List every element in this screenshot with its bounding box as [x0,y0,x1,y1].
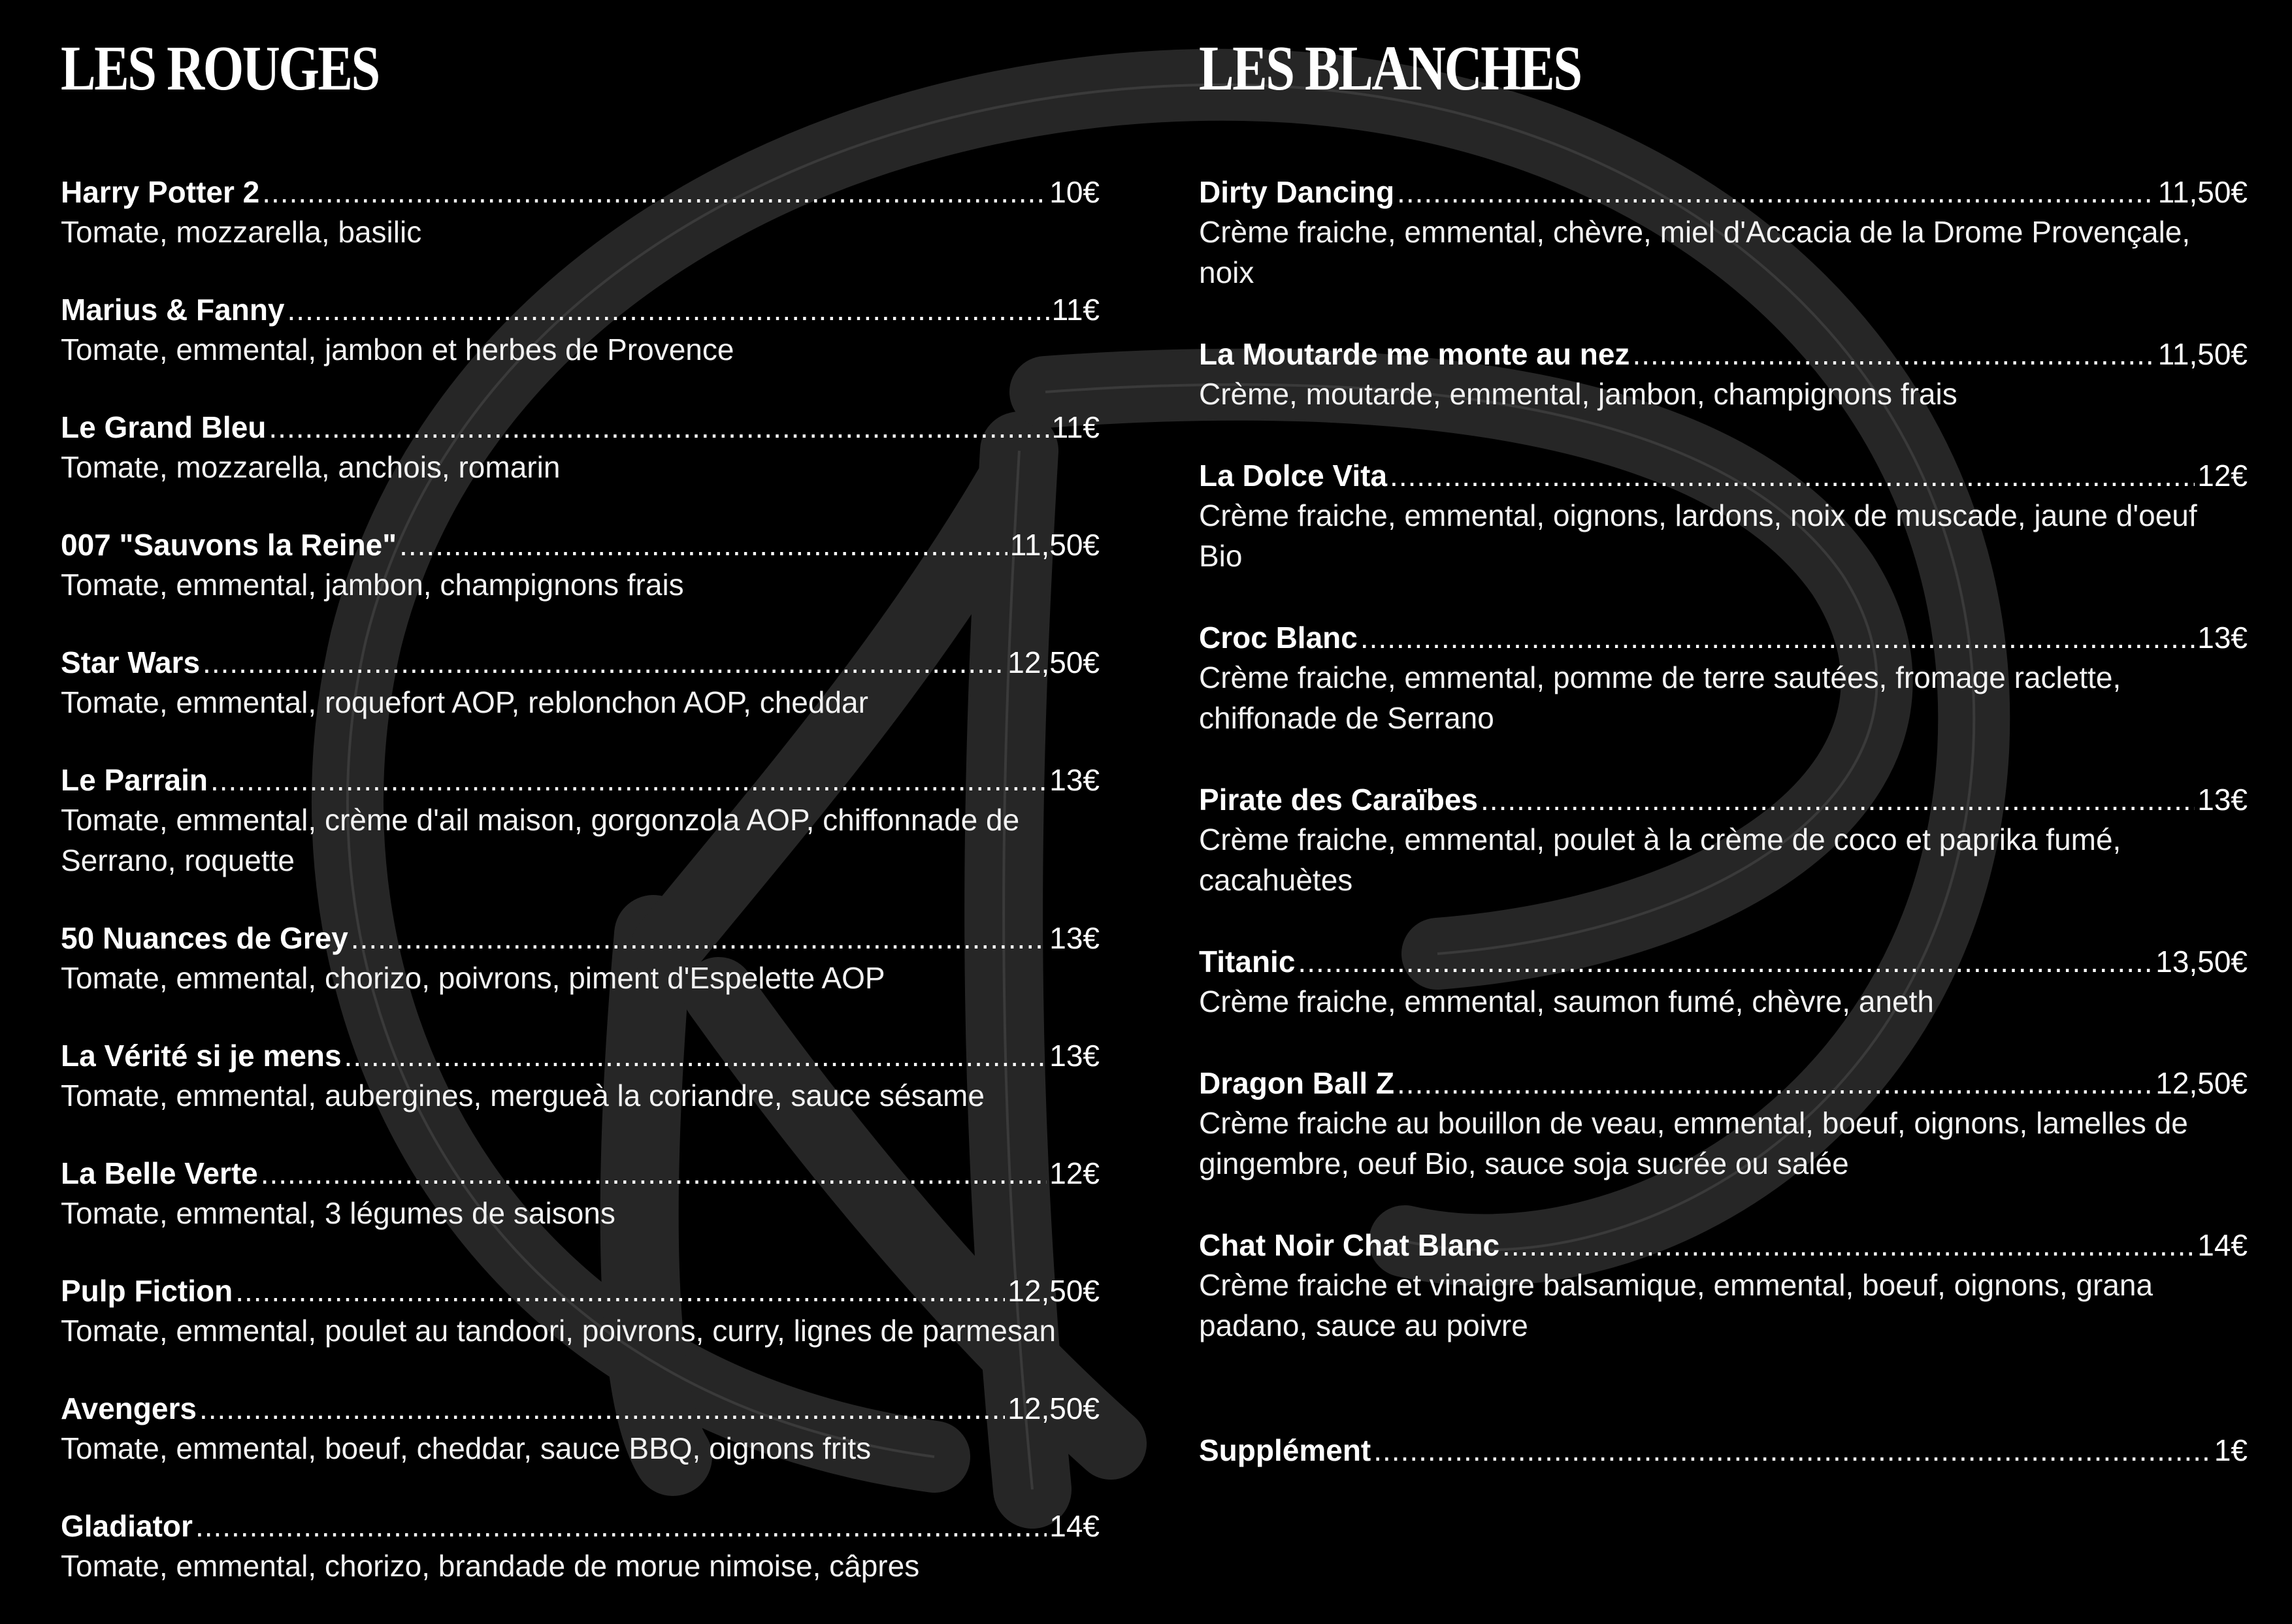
dot-leader [203,643,1005,682]
dot-leader [1502,1226,2195,1265]
dot-leader [262,172,1047,212]
menu-item [61,1271,1100,1351]
pizza-price: 12,50€ [1007,1274,1100,1308]
pizza-name: Le Parrain [61,763,208,797]
dot-leader [351,918,1047,958]
dot-leader [287,290,1049,329]
menu-item [1199,456,2248,576]
pizza-ingredients: Tomate, emmental, chorizo, brandade de morue nimoise, câpres [61,1549,920,1583]
rouges-title: LES ROUGES [61,33,379,104]
pizza-price: 11,50€ [1009,528,1100,562]
pizza-price: 10€ [1049,175,1100,209]
blanches-title: LES BLANCHES [1199,33,1581,104]
menu-item [61,172,1100,252]
dot-leader [199,1389,1005,1428]
supplement-price: 1€ [2214,1433,2248,1467]
pizza-price: 12,50€ [1007,1391,1100,1425]
pizza-name: La Vérité si je mens [61,1039,342,1073]
dot-leader [1397,1064,2153,1103]
dot-leader [344,1036,1047,1075]
menu-item [1199,334,2248,414]
pizza-name: Dragon Ball Z [1199,1066,1395,1100]
pizza-name: Chat Noir Chat Blanc [1199,1228,1500,1262]
pizza-price: 11€ [1051,293,1100,327]
menu-item [1199,942,2248,1022]
pizza-name: Titanic [1199,945,1296,979]
menu-item [61,1506,1100,1586]
pizza-price: 11,50€ [2157,337,2248,371]
pizza-name: La Belle Verte [61,1156,258,1190]
menu-item [1199,172,2248,293]
pizza-ingredients: Crème, moutarde, emmental, jambon, champignons frais [1199,377,1957,411]
pizza-price: 13€ [1049,1039,1100,1073]
pizza-name: Dirty Dancing [1199,175,1395,209]
pizza-price: 12,50€ [2155,1066,2248,1100]
pizza-name: Pulp Fiction [61,1274,233,1308]
menu-item [1199,780,2248,900]
pizza-name: Marius & Fanny [61,293,285,327]
menu-item [61,1154,1100,1233]
pizza-name: 007 "Sauvons la Reine" [61,528,397,562]
pizza-name: 50 Nuances de Grey [61,921,348,955]
pizza-ingredients: Tomate, mozzarella, anchois, romarin [61,450,561,484]
pizza-name: Pirate des Caraïbes [1199,783,1479,817]
dot-leader [1397,172,2155,212]
pizza-ingredients: Tomate, emmental, 3 légumes de saisons [61,1196,615,1230]
menu-item [61,408,1100,487]
pizza-ingredients: Crème fraiche, emmental, saumon fumé, chèvre, aneth [1199,984,1934,1018]
menu-item [61,918,1100,998]
pizza-price: 12€ [2197,459,2248,493]
blanches-list [1199,172,2248,1346]
dot-leader [235,1271,1005,1310]
menu-item [61,760,1100,881]
dot-leader [261,1154,1047,1193]
dot-leader [210,760,1047,800]
pizza-price: 14€ [2197,1228,2248,1262]
pizza-ingredients: Crème fraiche au bouillon de veau, emmental, boeuf, oignons, lamelles de gingembre, oeuf Bio, sauce soja sucrée ou salée [1199,1106,2188,1180]
pizza-name: Avengers [61,1391,197,1425]
dot-leader [269,408,1049,447]
pizza-name: Gladiator [61,1509,193,1543]
dot-leader [1298,942,2153,981]
menu-item [61,290,1100,370]
pizza-price: 12€ [1049,1156,1100,1190]
pizza-price: 11,50€ [2157,175,2248,209]
pizza-ingredients: Tomate, emmental, boeuf, cheddar, sauce BBQ, oignons frits [61,1431,872,1465]
menu-item [61,643,1100,723]
pizza-ingredients: Crème fraiche, emmental, chèvre, miel d'Accacia de la Drome Provençale, noix [1199,215,2191,289]
pizza-ingredients: Tomate, emmental, chorizo, poivrons, piment d'Espelette AOP [61,961,885,995]
pizza-name: Croc Blanc [1199,621,1358,655]
dot-leader [1632,334,2155,374]
pizza-name: La Dolce Vita [1199,459,1388,493]
pizza-price: 13€ [1049,763,1100,797]
pizza-ingredients: Tomate, emmental, crème d'ail maison, gorgonzola AOP, chiffonnade de Serrano, roquette [61,803,1020,877]
menu-item [61,1036,1100,1116]
pizza-name: Le Grand Bleu [61,410,267,444]
pizza-ingredients: Crème fraiche et vinaigre balsamique, emmental, boeuf, oignons, grana padano, sauce au poivre [1199,1268,2153,1342]
pizza-price: 12,50€ [1007,645,1100,679]
pizza-ingredients: Tomate, emmental, jambon, champignons frais [61,568,684,602]
dot-leader [1390,456,2195,495]
menu-item [1199,1226,2248,1346]
pizza-name: La Moutarde me monte au nez [1199,337,1630,371]
dot-leader [195,1506,1047,1546]
supplement-name: Supplément [1199,1433,1371,1467]
dot-leader [1481,780,2195,819]
supplement-item [1199,1431,2248,1470]
pizza-name: Star Wars [61,645,201,679]
pizza-name: Harry Potter 2 [61,175,260,209]
pizza-price: 13,50€ [2155,945,2248,979]
pizza-ingredients: Tomate, emmental, jambon et herbes de Provence [61,333,734,366]
dot-leader [1373,1431,2212,1470]
pizza-ingredients: Crème fraiche, emmental, pomme de terre sautées, fromage raclette, chiffonade de Serrano [1199,660,2121,735]
pizza-ingredients: Tomate, emmental, aubergines, mergueà la coriandre, sauce sésame [61,1079,985,1112]
pizza-ingredients: Tomate, mozzarella, basilic [61,215,422,249]
pizza-price: 13€ [1049,921,1100,955]
pizza-price: 13€ [2197,621,2248,655]
pizza-ingredients: Tomate, emmental, roquefort AOP, reblonchon AOP, cheddar [61,685,868,719]
menu-item [1199,618,2248,738]
menu-item [61,1389,1100,1469]
pizza-price: 11€ [1051,410,1100,444]
dot-leader [399,525,1007,564]
dot-leader [1360,618,2195,657]
rouges-list [61,172,1100,1586]
menu-item [1199,1064,2248,1184]
pizza-ingredients: Tomate, emmental, poulet au tandoori, poivrons, curry, lignes de parmesan [61,1314,1056,1348]
pizza-price: 13€ [2197,783,2248,817]
pizza-ingredients: Crème fraiche, emmental, poulet à la crème de coco et paprika fumé, cacahuètes [1199,822,2121,897]
blanches-column [1199,33,2248,1388]
rouges-column [61,33,1100,1624]
pizza-price: 14€ [1049,1509,1100,1543]
menu-item [61,525,1100,605]
pizza-ingredients: Crème fraiche, emmental, oignons, lardons, noix de muscade, jaune d'oeuf Bio [1199,498,2197,573]
